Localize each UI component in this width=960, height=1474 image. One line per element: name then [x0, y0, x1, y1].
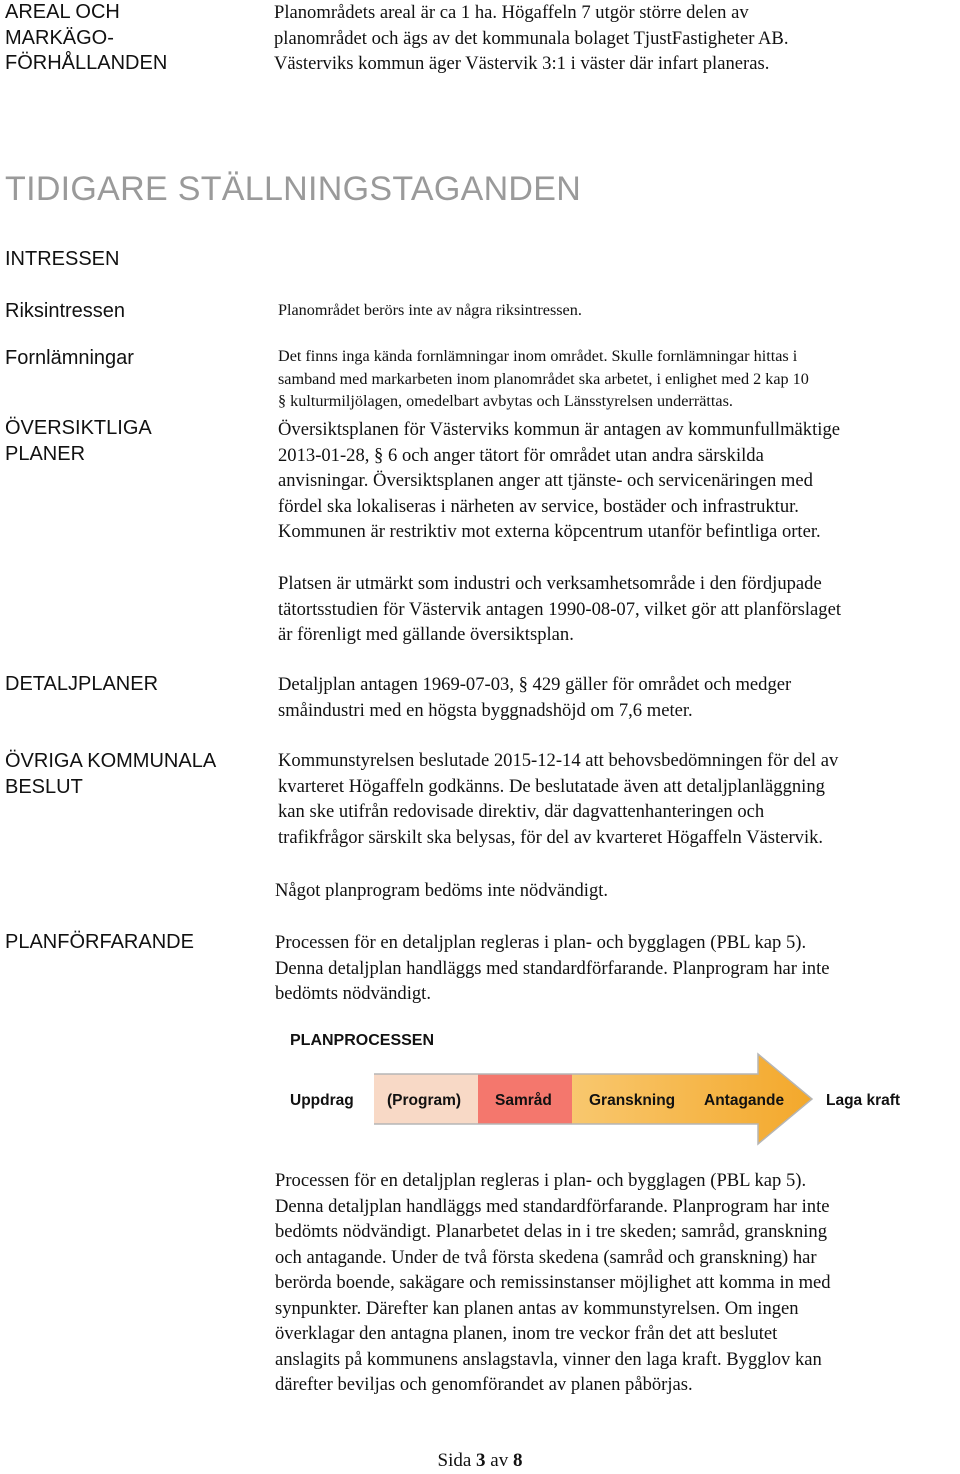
- footer-prefix: Sida: [437, 1450, 472, 1471]
- stage-granskning: Granskning: [589, 1092, 676, 1109]
- ovriga-note: Något planprogram bedöms inte nödvändigt.: [275, 880, 609, 901]
- footer-page-number: 3: [476, 1450, 486, 1471]
- oversiktliga-text: Översiktsplanen för Västerviks kommun är antagen av kommunfullmäktige 2013-01-28, § 6 och anger tätort för området utan andra särskilda anvisningar. Översiktsplanen anger att tjänste- och servicenäringen med fördel ska lokaliseras i närheten av service, bostäder och infrastruktur. Kommunen är restriktiv mot externa köpcentrum utanför befintliga orter.: [278, 419, 840, 542]
- ovriga-text: Kommunstyrelsen beslutade 2015-12-14 att behovsbedömningen för del av kvarteret Högaffeln godkänns. De beslutatade även att detaljplanläggning kan ske utifrån redovisade direktiv, där dagvattenhanteringen och trafikfrågor särskilt ska belysas, för del av kvarteret Högaffeln Västervik.: [278, 750, 839, 848]
- stage-laga-kraft: Laga kraft: [826, 1092, 901, 1109]
- planprocess-diagram: [282, 1022, 922, 1150]
- riksintressen-text: Planområdet berörs inte av några riksintressen.: [278, 301, 582, 319]
- section-title: TIDIGARE STÄLLNINGSTAGANDEN: [5, 170, 582, 208]
- detaljplaner-text: Detaljplan antagen 1969-07-03, § 429 gäller för området och medger småindustri med en högsta byggnadshöjd om 7,6 meter.: [278, 674, 792, 721]
- stage-antagande: Antagande: [704, 1092, 785, 1109]
- riksintressen-heading: Riksintressen: [5, 300, 126, 322]
- fornlamningar-text: Det finns inga kända fornlämningar inom området. Skulle fornlämningar hittas i samband med markarbeten inom planområdet ska arbetet, i enlighet med 2 kap 10 § kulturmiljölagen, omedelbart avbytas och Länsstyrelsen underrättas.: [278, 347, 809, 410]
- stage-program: (Program): [387, 1092, 462, 1109]
- oversiktliga-heading: ÖVERSIKTLIGA PLANER: [5, 417, 152, 465]
- planforfarande-heading: PLANFÖRFARANDE: [5, 931, 194, 953]
- intressen-heading: INTRESSEN: [5, 248, 120, 270]
- page-footer: [0, 1448, 960, 1474]
- footer-total-pages: 8: [512, 1450, 523, 1471]
- oversiktliga-text-2: Platsen är utmärkt som industri och verksamhetsområde i den fördjupade tätortsstudien för Västervik antagen 1990-08-07, vilket gör att planförslaget är förenligt med gällande översiktsplan.: [278, 573, 842, 645]
- detaljplaner-heading: DETALJPLANER: [5, 673, 159, 695]
- footer-middle: av: [490, 1450, 509, 1471]
- stage-uppdrag: Uppdrag: [290, 1092, 354, 1109]
- planforfarande-text: Processen för en detaljplan regleras i plan- och bygglagen (PBL kap 5). Denna detaljplan handläggs med standardförfarande. Planprogram har inte bedömts nödvändigt.: [275, 932, 830, 1004]
- planforfarande-text-2: Processen för en detaljplan regleras i plan- och bygglagen (PBL kap 5). Denna detaljplan handläggs med standardförfarande. Planprogram har inte bedömts nödvändigt. Planarbetet delas in i tre skeden; samråd, granskning och antagande. Under de två första skedena (samråd och granskning) har berörda boende, sakägare och remissinstanser möjlighet att komma in med synpunkter. Därefter kan planen antas av kommunstyrelsen. Om ingen överklagar den antagna planen, inom tre veckor från det att beslutet anslagits på kommunens anslagstavla, vinner den laga kraft. Bygglov kan därefter beviljas och genomförandet av planen påbörjas.: [275, 1170, 831, 1395]
- fornlamningar-heading: Fornlämningar: [5, 347, 134, 369]
- areal-text: Planområdets areal är ca 1 ha. Högaffeln 7 utgör större delen av planområdet och ägs av det kommunala bolaget TjustFastigheter AB. Västerviks kommun äger Västervik 3:1 i väster där infart planeras.: [274, 2, 789, 74]
- ovriga-heading: ÖVRIGA KOMMUNALA BESLUT: [5, 750, 217, 798]
- areal-heading: AREAL OCH MARKÄGO- FÖRHÅLLANDEN: [5, 1, 168, 74]
- diagram-title: PLANPROCESSEN: [290, 1032, 435, 1049]
- stage-samrad: Samråd: [495, 1092, 552, 1109]
